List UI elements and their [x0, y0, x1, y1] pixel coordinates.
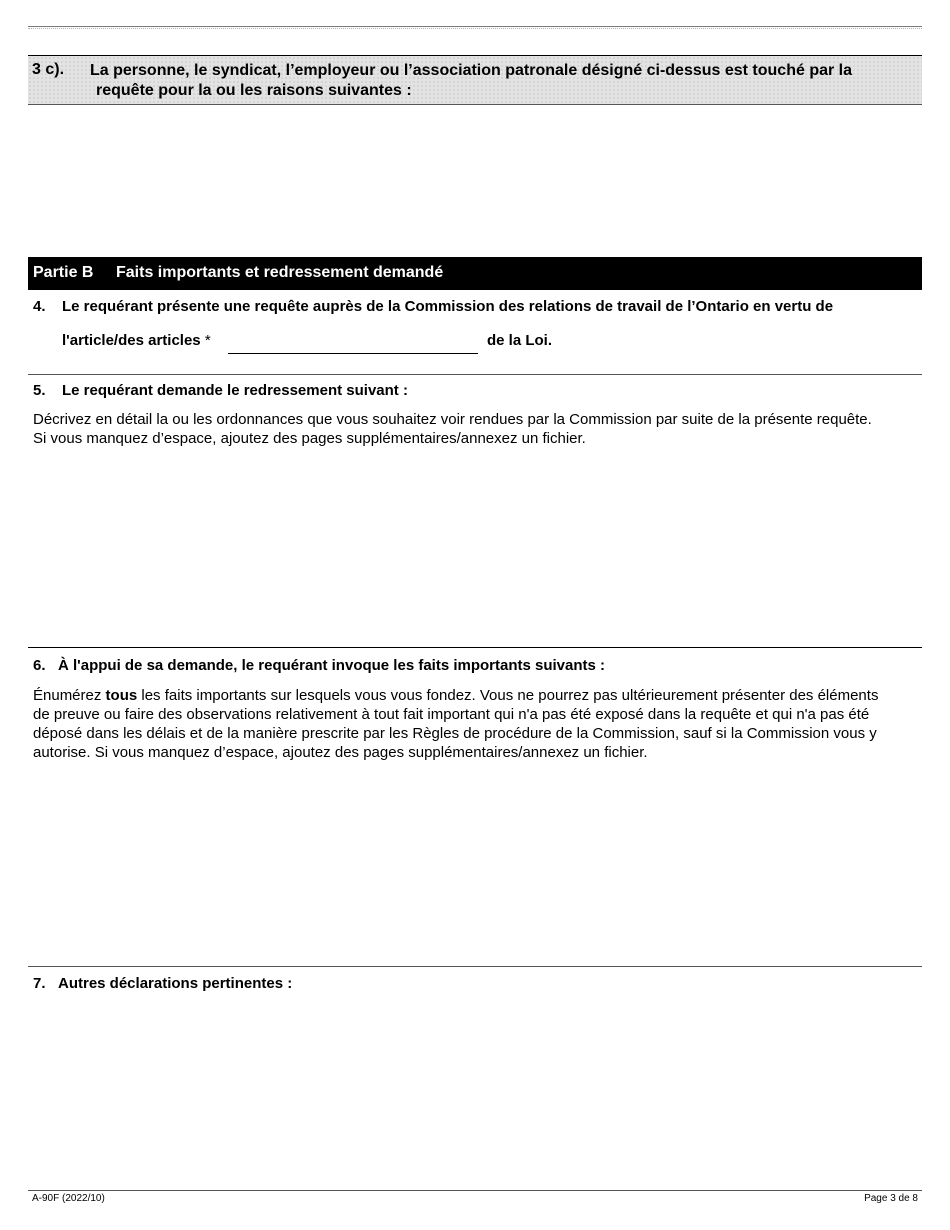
- q5-number: 5.: [33, 382, 46, 399]
- divider-q5-q6: [28, 647, 922, 648]
- section-3c-header: [28, 55, 922, 105]
- q6-description: [33, 686, 922, 762]
- required-asterisk: *: [204, 332, 211, 349]
- partie-b-title: Faits importants et redressement demandé: [116, 264, 444, 281]
- section-3c-question: [90, 61, 920, 101]
- q6-number: 6.: [33, 657, 46, 674]
- q6-desc-line4: autorise. Si vous manquez d’espace, ajoutez des pages supplémentaires/annexez un fichier.: [33, 744, 648, 761]
- divider-q4-q5: [28, 374, 922, 375]
- top-divider: [28, 26, 922, 27]
- q6-desc-line1-rest: les faits importants sur lesquels vous vous fondez. Vous ne pourrez pas ultérieurement présenter des éléments: [137, 687, 879, 704]
- form-id: A-90F (2022/10): [32, 1193, 105, 1204]
- page-number: Page 3 de 8: [864, 1193, 918, 1204]
- q5-description: [33, 410, 922, 448]
- partie-b-label: Partie B: [33, 264, 94, 281]
- q6-desc-line2: de preuve ou faire des observations relativement à tout fait important qui n'a pas été exposé dans la requête et qui n'a pas été: [33, 706, 870, 723]
- q5-desc-line1: Décrivez en détail la ou les ordonnances que vous souhaitez voir rendues par la Commission par suite de la présente requête.: [33, 411, 872, 428]
- q5-title: Le requérant demande le redressement suivant :: [62, 382, 408, 399]
- footer-divider: [28, 1190, 922, 1191]
- q4-article-label: [62, 332, 211, 349]
- section-3c-answer-area[interactable]: [28, 108, 922, 254]
- q6-title: À l'appui de sa demande, le requérant invoque les faits importants suivants :: [58, 657, 606, 674]
- q6-desc-line1: [33, 686, 922, 705]
- q6-desc-pre: Énumérez: [33, 687, 106, 704]
- q6-desc-bold: tous: [105, 687, 138, 704]
- section-3c-number: 3 c).: [32, 61, 65, 78]
- section-3c-line1: La personne, le syndicat, l’employeur ou l’association patronale désigné ci-dessus est touché par la: [90, 62, 852, 79]
- q4-suffix: de la Loi.: [487, 332, 553, 349]
- q4-number: 4.: [33, 298, 46, 315]
- q4-article-label-text: l'article/des articles: [62, 332, 201, 349]
- divider-q6-q7: [28, 966, 922, 967]
- q4-line1: Le requérant présente une requête auprès de la Commission des relations de travail de l’Ontario en vertu de: [62, 298, 834, 315]
- q7-title: Autres déclarations pertinentes :: [58, 975, 293, 992]
- article-input-field[interactable]: [228, 353, 478, 354]
- q5-answer-area[interactable]: [28, 452, 922, 644]
- q7-number: 7.: [33, 975, 46, 992]
- partie-b-header: [28, 257, 922, 290]
- q6-desc-line3: déposé dans les délais et de la manière prescrite par les Règles de procédure de la Commission, sauf si la Commission vous y: [33, 725, 877, 742]
- q7-answer-area[interactable]: [28, 1000, 922, 1186]
- q5-desc-line2: Si vous manquez d’espace, ajoutez des pages supplémentaires/annexez un fichier.: [33, 430, 586, 447]
- section-3c-line2: requête pour la ou les raisons suivantes :: [96, 82, 412, 99]
- q6-answer-area[interactable]: [28, 768, 922, 962]
- top-divider-dotted: [28, 28, 922, 29]
